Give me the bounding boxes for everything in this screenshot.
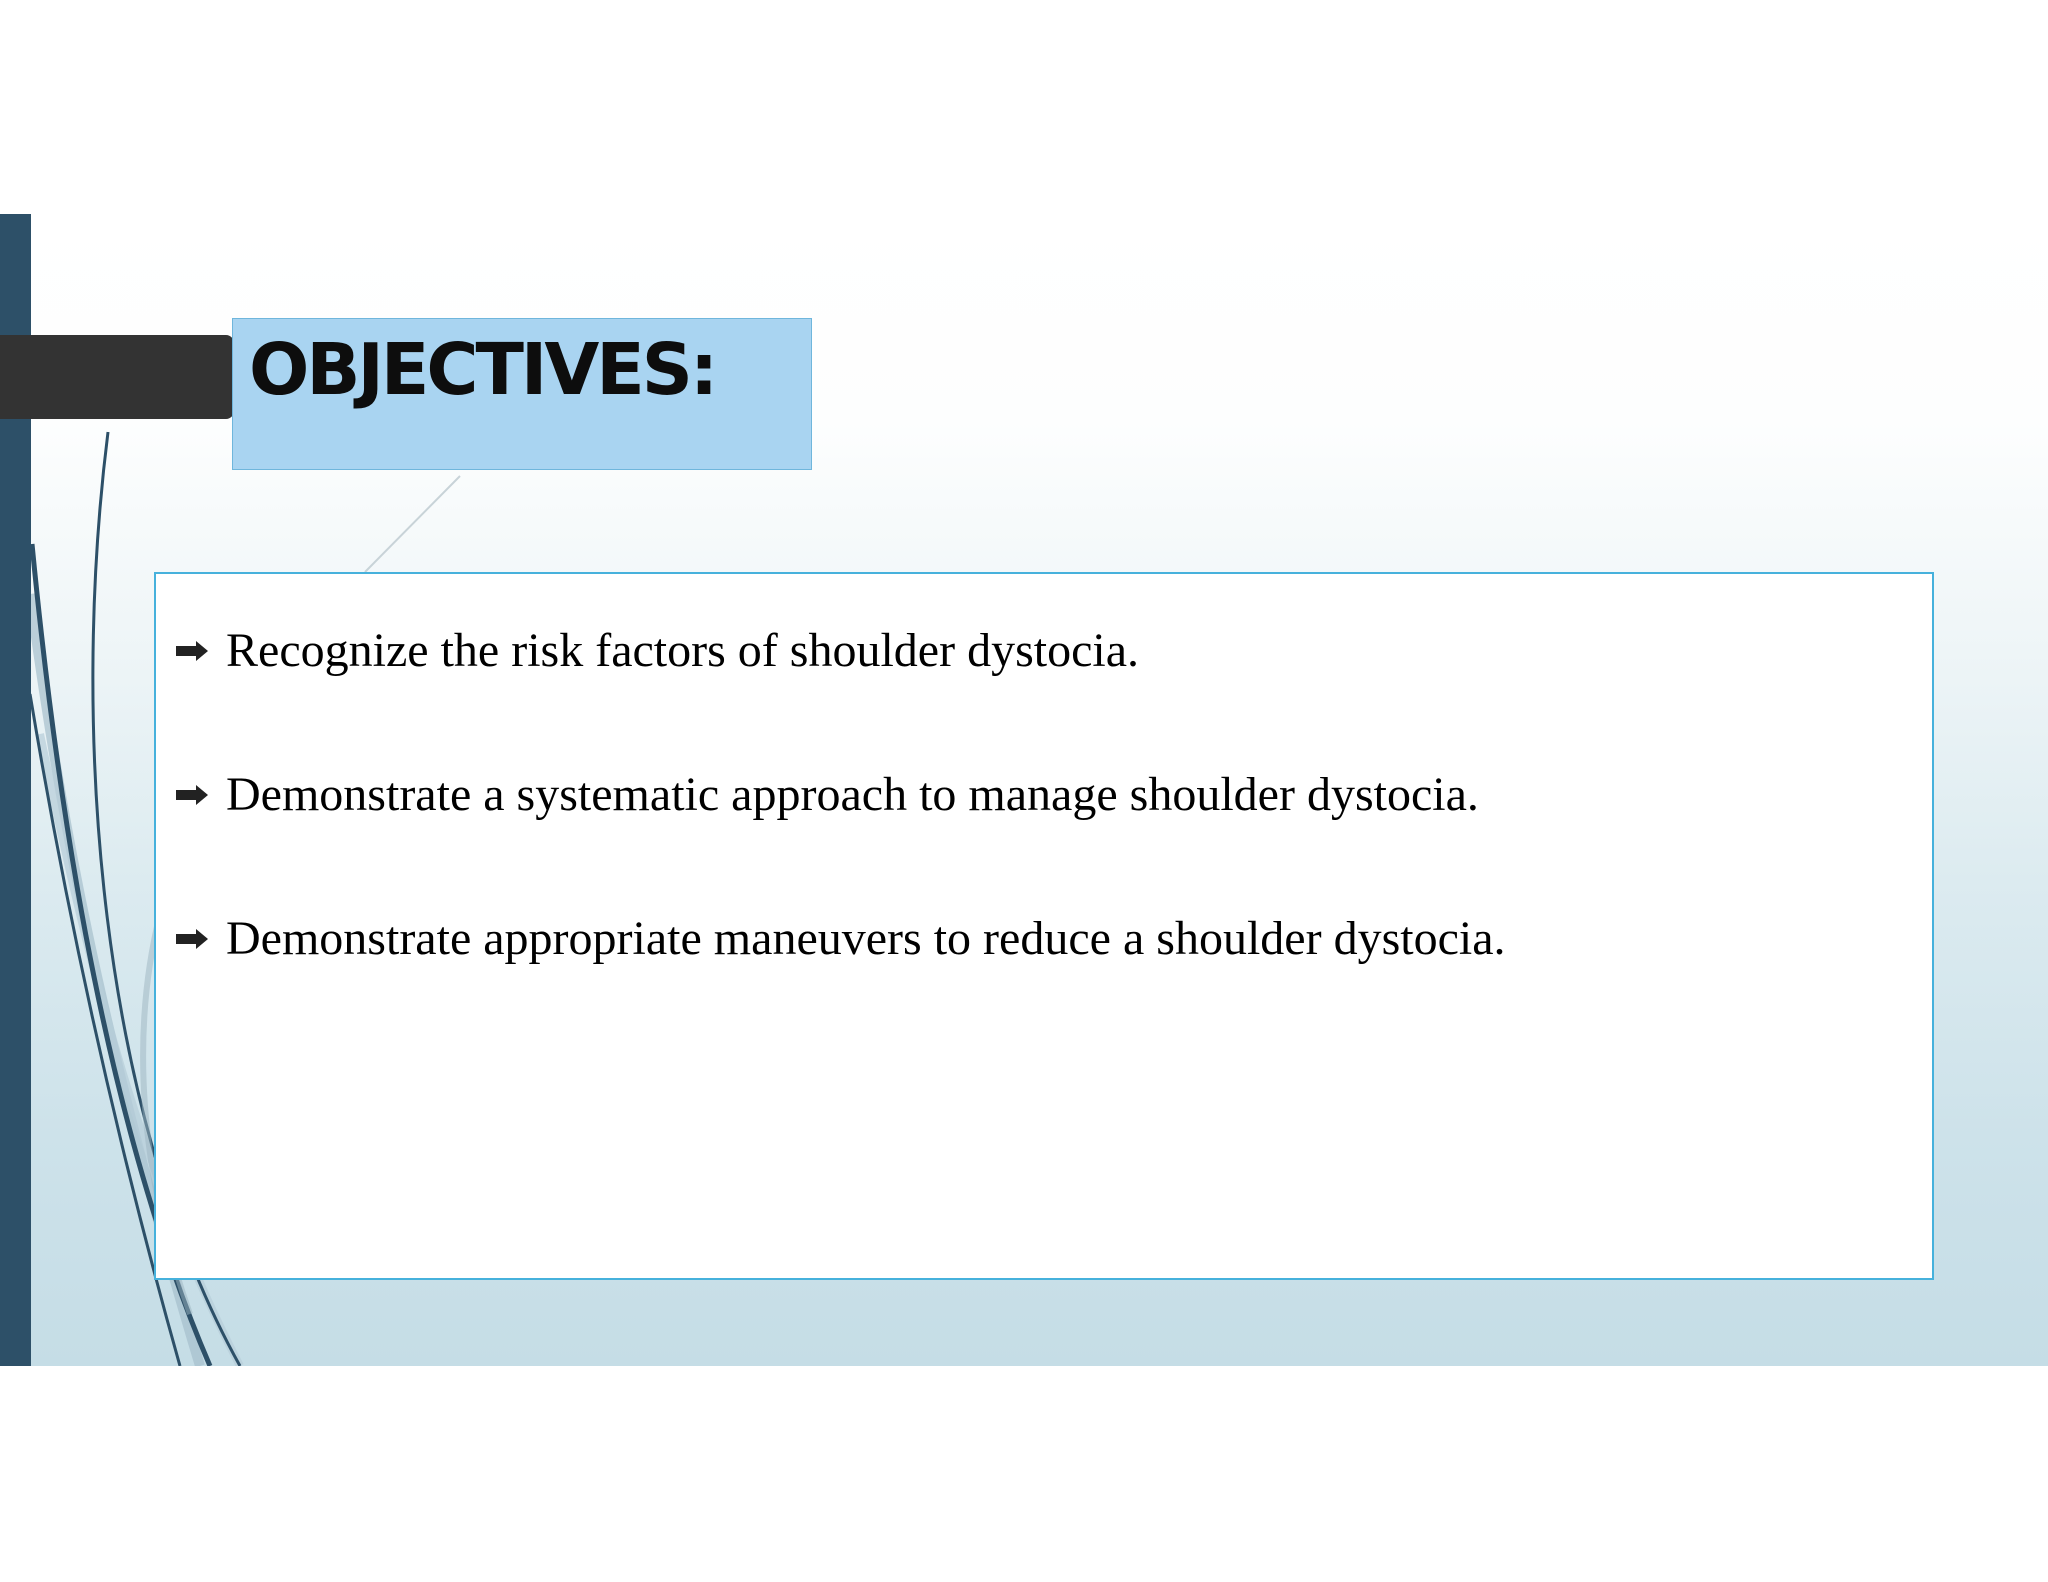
arrow-right-icon [174,783,210,807]
objectives-box [154,572,1934,1280]
objective-text: Demonstrate appropriate maneuvers to reduce a shoulder dystocia. [226,912,1506,965]
title-tab [0,335,234,419]
title-box [232,318,812,470]
arrow-right-icon [174,927,210,951]
objective-text: Recognize the risk factors of shoulder dystocia. [226,624,1140,677]
slide [0,214,2048,1366]
slide-title: OBJECTIVES: [249,328,716,411]
list-item [174,904,1506,974]
list-item [174,760,1479,830]
arrow-right-icon [174,639,210,663]
list-item [174,616,1139,686]
objective-text: Demonstrate a systematic approach to manage shoulder dystocia. [226,768,1479,821]
